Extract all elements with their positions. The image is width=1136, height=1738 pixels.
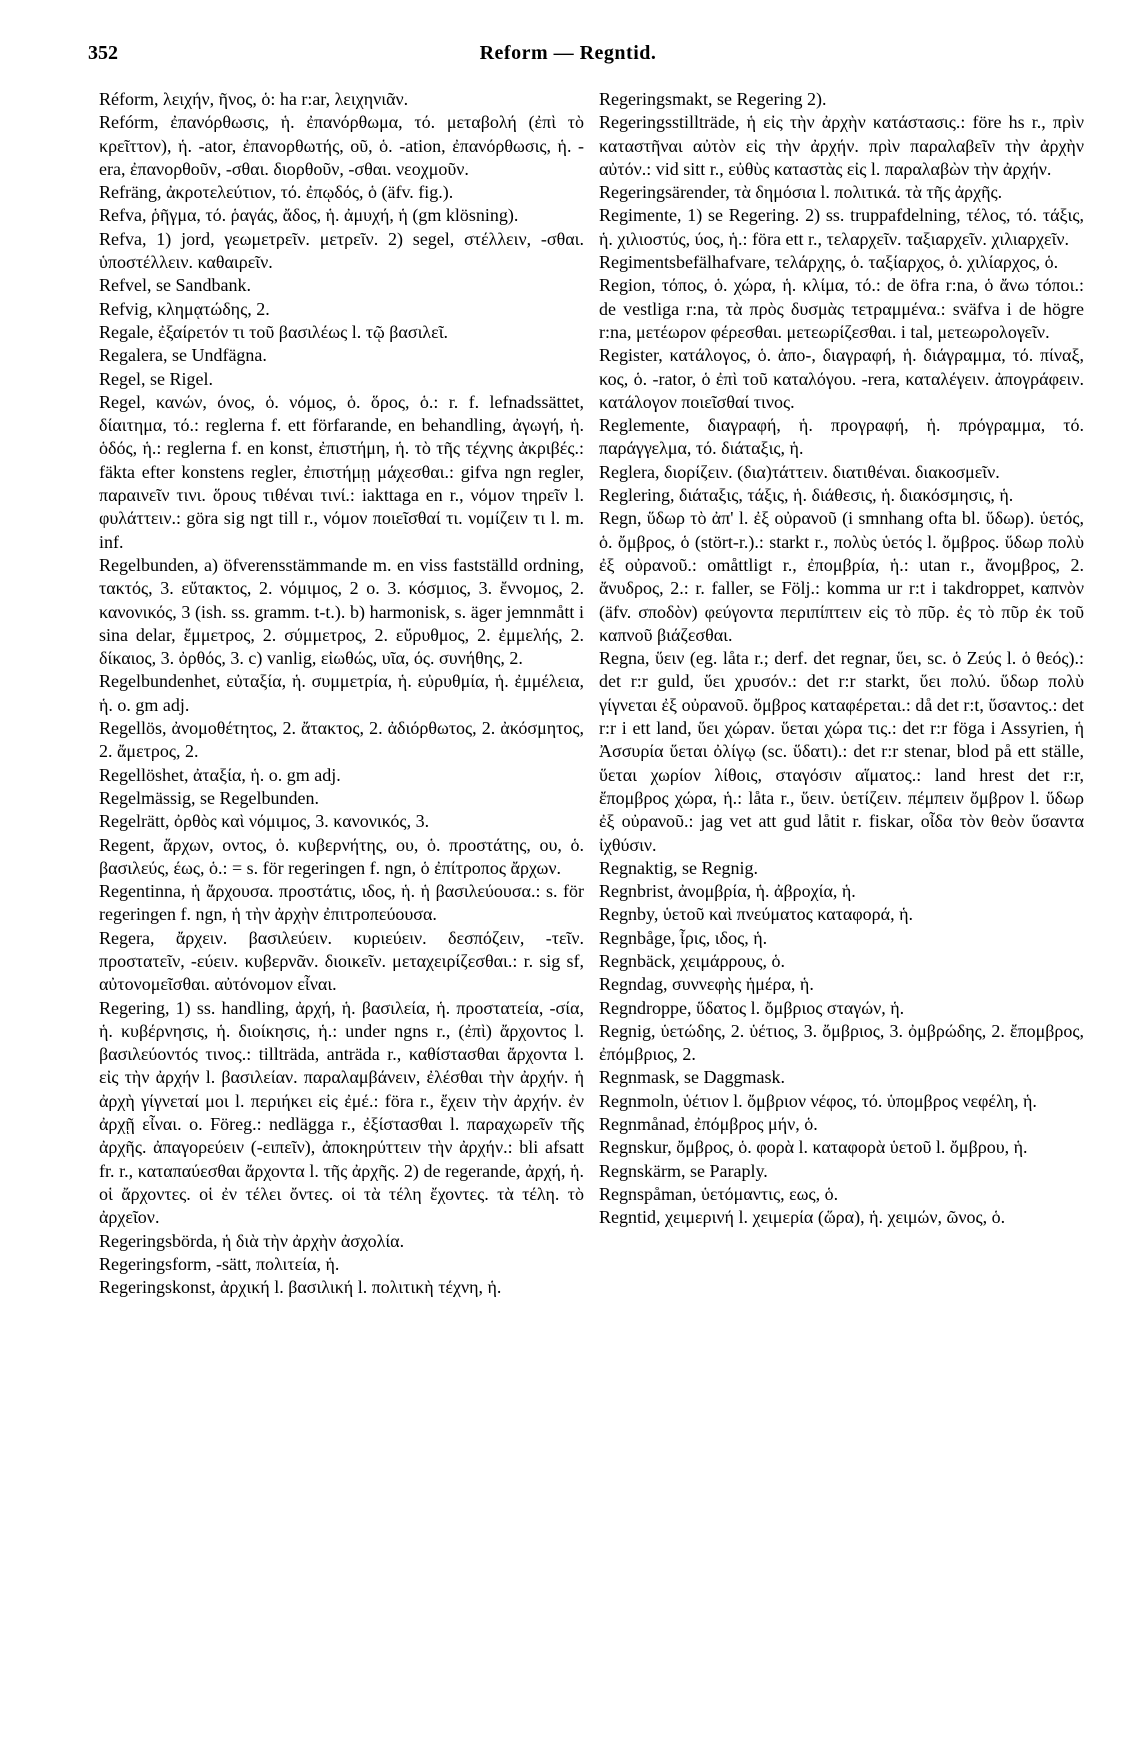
dictionary-entry: Refräng, ἀκροτελεύτιον, τό. ἐπῳδός, ὁ (äfv. fig.). — [99, 182, 454, 203]
running-header: Reform — Regntid. — [479, 42, 657, 64]
dictionary-entry: Regnaktig, se Regnig. — [599, 857, 758, 878]
dictionary-entry: Refvel, se Sandbank. — [99, 275, 251, 296]
dictionary-entry: Regnspåman, ὑετόμαντις, εως, ὁ. — [599, 1183, 839, 1204]
dictionary-entry: Regnmånad, ἐπόμβρος μήν, ὁ. — [599, 1114, 818, 1135]
dictionary-entry: Regellöshet, ἀταξία, ἡ. o. gm adj. — [99, 764, 341, 785]
dictionary-entry: Regel, κανών, όνος, ὁ. νόμος, ὁ. ὅρος, ὁ.: r. f. lefnadssättet, δίαιτημα, τό.: reglerna f. ett förfarande, en behandling, ἀγωγή, ἡ. ὁδός, ἡ.: reglerna f. en konst, ἐπιστήμη, ἡ. τὸ τῆς τέχνης ἀκριβές.: fäkta efter konstens regler, ἐπιστήμῃ μάχεσθαι.: gifva ngn regler, παραινεῖν τινι. ὅρους τιθέναι τινί.: iakttaga en r., νόμον τηρεῖν l. φυλάττειν.: göra sig ngt till r., νόμον ποιεῖσθαί τι. νομίζειν τι l. m. inf. — [99, 391, 584, 552]
dictionary-entry: Regeringsstillträde, ἡ εἰς τὴν ἀρχὴν κατάστασις.: före hs r., πρὶν καταστῆναι αὐτὸν εἰς τὴν ἀρχήν. πρὶν παραλαβεῖν τὴν ἀρχὴν αὐτόν.: vid sitt r., εὐθὺς καταστὰς εἰς l. παραλαβὼν τὴν ἀρχήν. — [599, 112, 1084, 179]
dictionary-entry: Regeringsbörda, ἡ διὰ τὴν ἀρχὴν ἀσχολία. — [99, 1230, 405, 1251]
dictionary-entry: Regnbåge, ἶρις, ιδος, ἡ. — [599, 927, 768, 948]
dictionary-entry: Refvig, κλημᾳτώδης, 2. — [99, 298, 270, 319]
dictionary-entry: Region, τόπος, ὁ. χώρα, ἡ. κλίμα, τό.: de öfra r:na, ὁ ἄνω τόποι.: de vestliga r:na, τὰ πρὸς δυσμὰς τετραμμένα.: sväfva i de högre r:na, μετέωρον φέρεσθαι. μετεωρίζεσθαι. i tal, μετεωρολογεῖν. — [599, 275, 1084, 342]
dictionary-entry: Regndroppe, ὕδατος l. ὄμβριος σταγών, ἡ. — [599, 997, 905, 1018]
dictionary-entry: Réform, λειχήν, ῆνος, ὁ: ha r:ar, λειχηνιᾶν. — [99, 89, 409, 109]
dictionary-entry: Regn, ὕδωρ τὸ ἀπ' l. ἐξ οὐρανοῦ (i smnhang ofta bl. ὕδωρ). ὑετός, ὁ. ὄμβρος, ὁ (stört-r.).: starkt r., πολὺς ὑετός l. ὄμβρος. ὕδωρ πολὺ ἐξ οὐρανοῦ.: omåttligt r., ἐπομβρία, ἡ.: utan r., ἄνομβρος, 2. ἄνυδρος, 2.: r. faller, se Följ.: komma ur r:t i takdroppet, καπνὸν (äfv. σποδὸν) φεύγοντα περιπίπτειν εἰς τὸ πῦρ. ἐς τὸ πῦρ ἐκ τοῦ καπνοῦ βιάζεσθαι. — [599, 508, 1084, 645]
right-column — [599, 88, 1084, 1728]
dictionary-entry: Register, κατάλογος, ὁ. ἀπο-, διαγραφή, ἡ. διάγραμμα, τό. πίναξ, κος, ὁ. -rator, ὁ ἐπὶ τοῦ καταλόγου. -rera, καταλέγειν. ἀπογράφειν. κατάλογον ποιεῖσθαί τινος. — [599, 345, 1084, 412]
dictionary-entry: Regnmoln, ὑέτιον l. ὄμβριον νέφος, τό. ὑπομβρος νεφέλη, ἡ. — [599, 1090, 1037, 1111]
dictionary-entry: Regnbrist, ἀνομβρία, ἡ. ἀβροχία, ἡ. — [599, 881, 856, 902]
dictionary-entry: Regeringskonst, ἀρχική l. βασιλική l. πολιτικὴ τέχνη, ἡ. — [99, 1277, 502, 1298]
dictionary-entry: Regale, ἐξαίρετόν τι τοῦ βασιλέως l. τῷ βασιλεῖ. — [99, 321, 449, 342]
dictionary-entry: Regnig, ὑετώδης, 2. ὑέτιος, 3. ὄμβριος, 3. ὀμβρώδης, 2. ἔπομβρος, ἐπόμβριος, 2. — [599, 1020, 1084, 1065]
dictionary-entry: Regelrätt, ὀρθὸς καὶ νόμιμος, 3. κανονικός, 3. — [99, 811, 430, 832]
dictionary-entry: Regimente, 1) se Regering. 2) ss. truppafdelning, τέλος, τό. τάξις, ἡ. χιλιοστύς, ύος, ἡ.: föra ett r., τελαρχεῖν. ταξιαρχεῖν. χιλιαρχεῖν. — [599, 205, 1084, 249]
dictionary-entry: Reglering, διάταξις, τάξις, ἡ. διάθεσις, ἡ. διακόσμησις, ἡ. — [599, 485, 1014, 506]
dictionary-entry: Regera, ἄρχειν. βασιλεύειν. κυριεύειν. δεσπόζειν, -τεῖν. προστατεῖν, -εύειν. κυβερνᾶν. διοικεῖν. μεταχειρίζεσθαι.: r. sig sf, αὐτονομεῖσθαι. αὐτόνομον εἶναι. — [99, 927, 584, 995]
dictionary-entry: Reglera, διορίζειν. (δια)τάττειν. διατιθέναι. διακοσμεῖν. — [599, 461, 1000, 482]
dictionary-entry: Regnby, ὑετοῦ καὶ πνεύματος καταφορά, ἡ. — [599, 904, 913, 925]
dictionary-entry: Regeringsform, -sätt, πολιτεία, ἡ. — [99, 1253, 340, 1274]
dictionary-entry: Regntid, χειμερινή l. χειμερία (ὥρα), ἡ. χειμών, ῶνος, ὁ. — [599, 1207, 1006, 1228]
dictionary-entry: Regelbundenhet, εὐταξία, ἡ. συμμετρία, ἡ. εὐρυθμία, ἡ. ἐμμέλεια, ἡ. o. gm adj. — [99, 671, 584, 715]
dictionary-entry: Regelmässig, se Regelbunden. — [99, 787, 319, 808]
dictionary-entry: Regel, se Rigel. — [99, 368, 213, 389]
dictionary-entry: Regnskur, ὄμβρος, ὁ. φορὰ l. καταφορὰ ὑετοῦ l. ὄμβρου, ἡ. — [599, 1137, 1028, 1158]
dictionary-entry: Regering, 1) ss. handling, ἀρχή, ἡ. βασιλεία, ἡ. προστατεία, -σία, ἡ. κυβέρνησις, ἡ. διοίκησις, ἡ.: under ngns r., (ἐπὶ) ἄρχοντος l. βασιλεύοντός τινος.: tillträda, anträda r., καθίστασθαι ἄρχοντα l. εἰς τὴν ἀρχήν l. βασιλείαν. παραλαμβάνειν, ἐλέσθαι τὴν ἀρχήν. ἡ ἀρχὴ γίγνεταί μοι l. περιήκει εἰς ἐμέ.: föra r., ἔχειν τὴν ἀρχήν. ἐν ἀρχῇ εἶναι. o. Föreg.: nedlägga r., ἐξίστασθαι l. παραχωρεῖν τῆς ἀρχῆς. ἀπαγορεύειν (-ειπεῖν), ἀποκηρύττειν τὴν ἀρχήν.: bli afsatt fr. r., καταπαύεσθαι ἄρχοντα l. τῆς ἀρχῆς. 2) de regerande, ἀρχή, ἡ. οἱ ἄρχοντες. οἱ ἐν τέλει ὄντες. οἱ τὰ τέλη ἔχοντες. τὰ τέλη. τὸ ἀρχεῖον. — [99, 997, 584, 1228]
dictionary-entry: Refva, ῥῆγμα, τό. ῥαγάς, ἄδος, ἡ. ἀμυχή, ἡ (gm klösning). — [99, 205, 519, 226]
dictionary-entry: Regeringsärender, τὰ δημόσια l. πολιτικά. τὰ τῆς ἀρχῆς. — [599, 182, 1003, 203]
dictionary-entry: Regentinna, ἡ ἄρχουσα. προστάτις, ιδος, ἡ. ἡ βασιλεύουσα.: s. för regeringen f. ngn, ἡ τὴν ἀρχὴν ἐπιτροπεύουσα. — [99, 881, 584, 925]
dictionary-entry: Refórm, ἐπανόρθωσις, ἡ. ἐπανόρθωμα, τό. μεταβολή (ἐπὶ τὸ κρεῖττον), ἡ. -ator, ἐπανορθωτής, οῦ, ὁ. -ation, ἐπανόρθωσις, ἡ. -era, ἐπανορθοῦν, -σθαι. διορθοῦν, -σθαι. νεοχμοῦν. — [99, 112, 584, 179]
dictionary-entry: Regellös, ἀνομοθέτητος, 2. ἄτακτος, 2. ἀδιόρθωτος, 2. ἀκόσμητος, 2. ἄμετρος, 2. — [99, 718, 584, 762]
dictionary-entry: Regnbäck, χειμάρρους, ὁ. — [599, 950, 785, 971]
dictionary-entry: Regalera, se Undfägna. — [99, 345, 267, 366]
dictionary-entry: Regimentsbefälhafvare, τελάρχης, ὁ. ταξίαρχος, ὁ. χιλίαρχος, ὁ. — [599, 252, 1059, 273]
dictionary-entry: Refva, 1) jord, γεωμετρεῖν. μετρεῖν. 2) segel, στέλλειν, -σθαι. ὑποστέλλειν. καθαιρεῖν. — [99, 228, 584, 273]
dictionary-entry: Regndag, συννεφὴς ἡμέρα, ἡ. — [599, 974, 814, 995]
dictionary-entry: Regnskärm, se Paraply. — [599, 1160, 768, 1181]
dictionary-entry: Regelbunden, a) öfverensstämmande m. en viss fastställd ordning, τακτός, 3. εὔτακτος, 2. νόμιμος, 2 o. 3. κόσμιος, 3. ἔννομος, 2. κανονικός, 3 (ish. ss. gramm. t-t.). b) harmonisk, s. äger jemnmått i sina delar, ἔμμετρος, 2. σύμμετρος, 2. εὔρυθμος, 2. ἐμμελής, 2. δίκαιος, 3. ὀρθός, 3. c) vanlig, εἰωθώς, υῖα, ός. συνήθης, 2. — [99, 554, 584, 669]
dictionary-entry: Regnmask, se Daggmask. — [599, 1067, 785, 1088]
dictionary-entry: Regeringsmakt, se Regering 2). — [599, 89, 827, 109]
dictionary-entry: Reglemente, διαγραφή, ἡ. προγραφή, ἡ. πρόγραμμα, τό. παράγγελμα, τό. διάταξις, ἡ. — [599, 415, 1084, 459]
left-column — [99, 88, 584, 1728]
page-number: 352 — [88, 42, 118, 64]
dictionary-entry: Regent, ἄρχων, οντος, ὁ. κυβερνήτης, ου, ὁ. προστάτης, ου, ὁ. βασιλεύς, έως, ὁ.: = s. för regeringen f. ngn, ὁ ἐπίτροπος ἄρχων. — [99, 834, 584, 878]
dictionary-entry: Regna, ὕειν (eg. låta r.; derf. det regnar, ὕει, sc. ὁ Ζεύς l. ὁ θεός).: det r:r guld, ὕει χρυσόν.: det r:r starkt, ὕει πολύ. ὕδωρ πολὺ γίγνεται ἐξ οὐρανοῦ. ὄμβρος καταφέρεται.: då det r:t, ὕσαντος.: det r:r i ett land, ὕει χώραν. ὕεται χώρα τις.: det r:r föga i Assyrien, ἡ Ἀσσυρία ὕεται ὀλίγῳ (sc. ὕδατι).: det r:r stenar, blod på ett ställe, ὕεται χωρίον λίθοις, σταγόσιν αἵματος.: land hrest det r:r, ἔπομβρος χώρα, ἡ.: låta r., ὕειν. ὑετίζειν. πέμπειν ὄμβρον l. ὕδωρ ἐξ οὐρανοῦ.: jag vet att gud låtit r. fiskar, οἶδα τὸν θεὸν ὕσαντα ἰχθύσιν. — [599, 648, 1084, 855]
